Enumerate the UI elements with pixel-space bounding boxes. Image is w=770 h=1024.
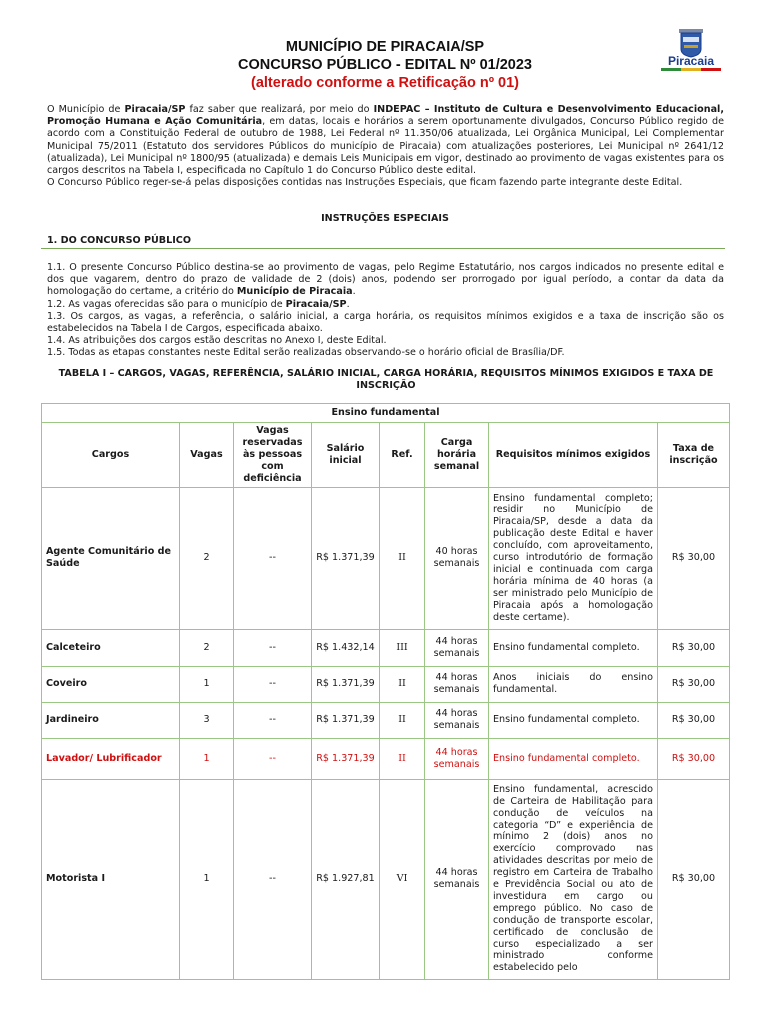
logo-wordmark: Piracaia	[667, 54, 715, 68]
cell-salario: R$ 1.371,39	[312, 702, 380, 738]
cell-salario: R$ 1.927,81	[312, 779, 380, 979]
col-header-vagas-pcd: Vagas reservadas às pessoas com deficiência	[234, 423, 312, 488]
cell-carga: 44 horas semanais	[425, 702, 489, 738]
cell-salario: R$ 1.432,14	[312, 629, 380, 666]
table-row	[42, 629, 730, 666]
item-1-2: 1.2. As vagas oferecidas são para o município de Piracaia/SP.	[47, 298, 350, 310]
cell-vagas: 1	[180, 666, 234, 702]
cell-requisitos: Ensino fundamental completo.	[489, 738, 658, 779]
retificacao-note: (alterado conforme a Retificação nº 01)	[251, 75, 519, 91]
section-1-heading: 1. DO CONCURSO PÚBLICO	[41, 235, 725, 249]
col-header-salario: Salário inicial	[312, 423, 380, 488]
cell-carga: 44 horas semanais	[425, 629, 489, 666]
table-row	[42, 779, 730, 979]
cell-ref: III	[380, 629, 425, 666]
section-1-body	[47, 262, 724, 360]
cell-carga: 44 horas semanais	[425, 779, 489, 979]
col-header-taxa: Taxa de inscrição	[658, 423, 730, 488]
table-row	[42, 666, 730, 702]
cell-cargo: Jardineiro	[42, 702, 180, 738]
cell-ref: II	[380, 666, 425, 702]
cell-cargo: Motorista I	[42, 779, 180, 979]
intro-text	[47, 104, 724, 189]
cell-requisitos: Ensino fundamental completo; residir no Município de Piracaia/SP, desde a data da publicação deste Edital e haver concluído, com aproveitamento, curso introdutório de formação inicial e continuada com carga horária mínima de 40 horas (a ser ministrado pelo Município de Piracaia após a homologação deste certame).	[489, 487, 658, 629]
cell-cargo: Lavador/ Lubrificador	[42, 738, 180, 779]
cell-taxa: R$ 30,00	[658, 779, 730, 979]
cell-taxa: R$ 30,00	[658, 487, 730, 629]
cell-carga: 40 horas semanais	[425, 487, 489, 629]
cell-ref: II	[380, 738, 425, 779]
cell-taxa: R$ 30,00	[658, 702, 730, 738]
table-group-header: Ensino fundamental	[42, 404, 730, 423]
table-group-row	[42, 404, 730, 423]
intro-paragraph-2: O Concurso Público reger-se-á pelas disposições contidas nas Instruções Especiais, que ficam fazendo parte integrante deste Edital.	[47, 177, 683, 189]
cell-requisitos: Ensino fundamental, acrescido de Carteira de Habilitação para condução de veículos na categoria “D” e experiência de mínimo 2 (dois) anos no exercício comprovado nas atividades descritas por meio de registro em Carteira de Trabalho e Previdência Social ou ato de investidura em cargo ou emprego público. No caso de condução de transporte escolar, certificado de conclusão de curso especializado a ser ministrado conforme estabelecido pelo	[489, 779, 658, 979]
municipality-title: MUNICÍPIO DE PIRACAIA/SP	[285, 39, 485, 55]
cell-ref: VI	[380, 779, 425, 979]
logo-underline	[661, 68, 721, 71]
cell-taxa: R$ 30,00	[658, 738, 730, 779]
cargos-table	[41, 403, 730, 980]
cell-pcd: --	[234, 702, 312, 738]
table-title: TABELA I – CARGOS, VAGAS, REFERÊNCIA, SALÁRIO INICIAL, CARGA HORÁRIA, REQUISITOS MÍNIMOS EXIGIDOS E TAXA DE INSCRIÇÃO	[58, 368, 714, 391]
cell-vagas: 2	[180, 487, 234, 629]
cell-carga: 44 horas semanais	[425, 666, 489, 702]
cell-vagas: 2	[180, 629, 234, 666]
col-header-cargos: Cargos	[42, 423, 180, 488]
cell-ref: II	[380, 487, 425, 629]
col-header-ref: Ref.	[380, 423, 425, 488]
item-1-5: 1.5. Todas as etapas constantes neste Edital serão realizadas observando-se o horário oficial de Brasília/DF.	[47, 347, 565, 359]
item-1-4: 1.4. As atribuições dos cargos estão descritas no Anexo I, deste Edital.	[47, 335, 387, 347]
document-header	[0, 38, 770, 92]
cell-pcd: --	[234, 487, 312, 629]
cell-taxa: R$ 30,00	[658, 666, 730, 702]
cell-vagas: 1	[180, 738, 234, 779]
cell-cargo: Coveiro	[42, 666, 180, 702]
col-header-carga: Carga horária semanal	[425, 423, 489, 488]
item-1-3: 1.3. Os cargos, as vagas, a referência, o salário inicial, a carga horária, os requisitos mínimos exigidos e a taxa de inscrição são os estabelecidos na Tabela I de Cargos, especificada abaixo.	[47, 310, 724, 335]
cell-cargo: Agente Comunitário de Saúde	[42, 487, 180, 629]
cell-pcd: --	[234, 779, 312, 979]
cell-salario: R$ 1.371,39	[312, 487, 380, 629]
intro-paragraph-1: O Município de Piracaia/SP faz saber que realizará, por meio do INDEPAC – Instituto de Cultura e Desenvolvimento Educacional, Promoção Humana e Ação Comunitária, em datas, locais e horários a serem oportunamente divulgados, Concurso Público regido de acordo com a Constituição Federal de outubro de 1988, Lei Federal nº 11.350/06 atualizada, Lei Orgânica Municipal, Lei Complementar Municipal 75/2011 (Estatuto dos servidores Públicos do município de Piracaia) com atualizações posteriores, Lei Municipal nº 2641/12 (atualizada), Lei Municipal nº 1800/95 (atualizada) e demais Leis Municipais em vigor, destinado ao provimento de vagas existentes para os cargos descritos na Tabela I, especificada no Capítulo 1 do Concurso Público deste edital.	[47, 104, 724, 177]
instrucoes-heading: INSTRUÇÕES ESPECIAIS	[321, 213, 449, 224]
cell-taxa: R$ 30,00	[658, 629, 730, 666]
cell-carga: 44 horas semanais	[425, 738, 489, 779]
cell-ref: II	[380, 702, 425, 738]
cell-cargo: Calceteiro	[42, 629, 180, 666]
col-header-vagas: Vagas	[180, 423, 234, 488]
cell-pcd: --	[234, 666, 312, 702]
table-header-row	[42, 423, 730, 488]
cell-requisitos: Ensino fundamental completo.	[489, 629, 658, 666]
cell-vagas: 3	[180, 702, 234, 738]
edital-title: CONCURSO PÚBLICO - EDITAL Nº 01/2023	[237, 57, 532, 73]
cell-vagas: 1	[180, 779, 234, 979]
cell-pcd: --	[234, 629, 312, 666]
table-row	[42, 738, 730, 779]
table-row	[42, 702, 730, 738]
cell-salario: R$ 1.371,39	[312, 738, 380, 779]
item-1-1: 1.1. O presente Concurso Público destina-se ao provimento de vagas, pelo Regime Estatutário, nos cargos indicados no presente edital e dos que vagarem, dentro do prazo de validade de 2 (dois) anos, podendo ser prorrogado por igual período, a contar da data da homologação do certame, a critério do Município de Piracaia.	[47, 262, 724, 298]
col-header-requisitos: Requisitos mínimos exigidos	[489, 423, 658, 488]
cell-pcd: --	[234, 738, 312, 779]
table-row	[42, 487, 730, 629]
cell-salario: R$ 1.371,39	[312, 666, 380, 702]
cell-requisitos: Ensino fundamental completo.	[489, 702, 658, 738]
cell-requisitos: Anos iniciais do ensino fundamental.	[489, 666, 658, 702]
